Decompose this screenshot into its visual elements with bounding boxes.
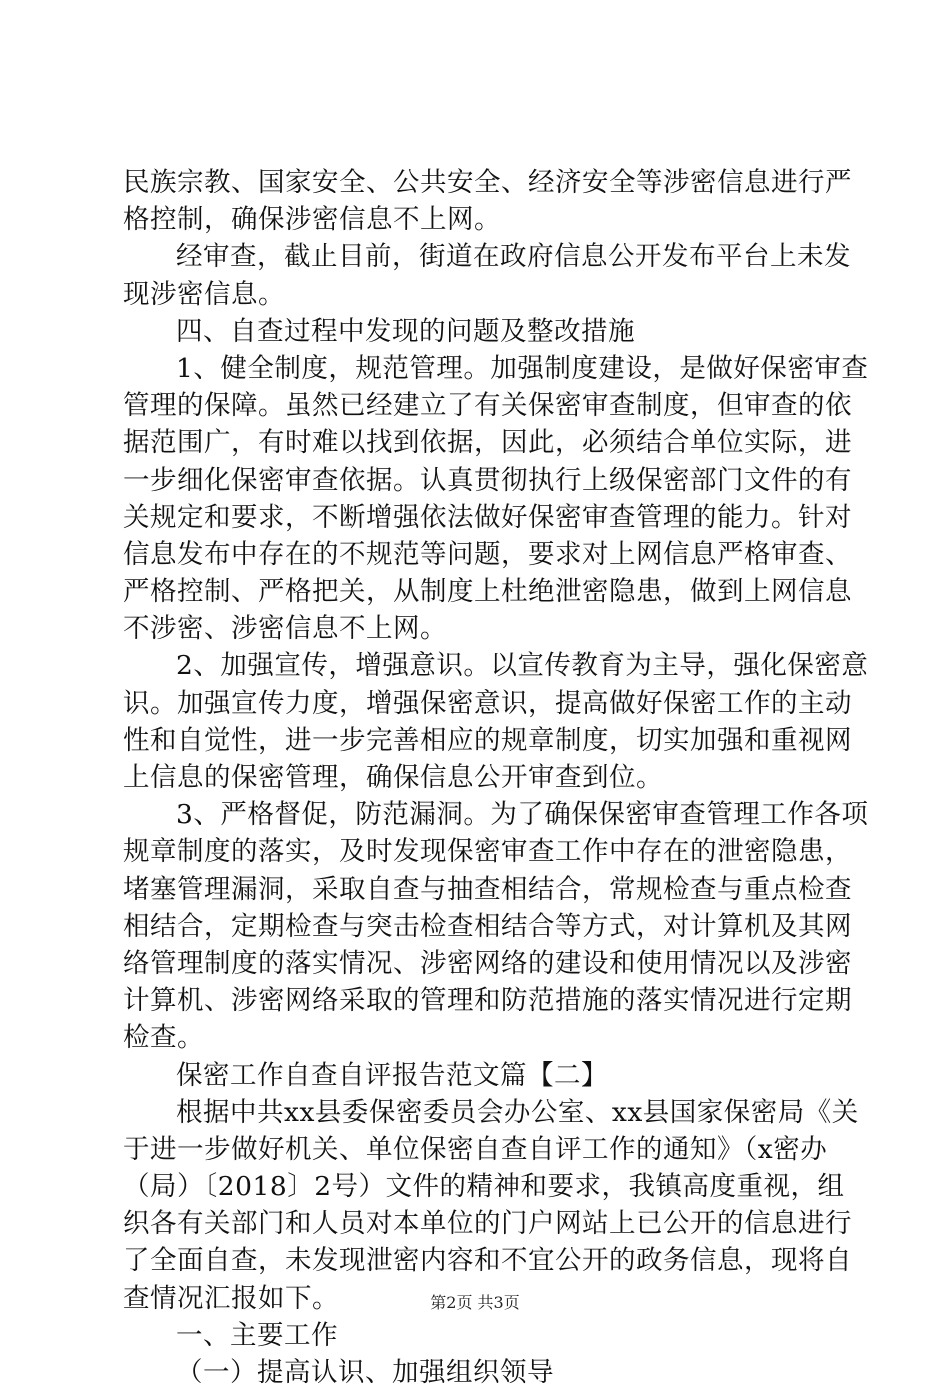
text-line: （局）〔2018〕2号）文件的精神和要求，我镇高度重视，组 [123, 1171, 845, 1203]
text-line: 相结合，定期检查与突击检查相结合等方式，对计算机及其网 [123, 910, 852, 942]
text-line: 现涉密信息。 [123, 278, 285, 310]
text-line: 民族宗教、国家安全、公共安全、经济安全等涉密信息进行严 [123, 167, 852, 198]
page-footer: 第2页 共3页 [430, 1293, 520, 1312]
text-line: 一步细化保密审查依据。认真贯彻执行上级保密部门文件的有 [123, 464, 852, 496]
text-line: 堵塞管理漏洞，采取自查与抽查相结合，常规检查与重点检查 [123, 873, 852, 905]
text-line: 信息发布中存在的不规范等问题，要求对上网信息严格审查、 [123, 538, 852, 570]
text-line: 严格控制、严格把关，从制度上杜绝泄密隐患，做到上网信息 [123, 576, 852, 608]
text-line: 规章制度的落实，及时发现保密审查工作中存在的泄密隐患， [123, 836, 852, 868]
text-line: 检查。 [123, 1022, 204, 1054]
text-line: 格控制，确保涉密信息不上网。 [123, 204, 501, 236]
text-line: 1、健全制度，规范管理。加强制度建设，是做好保密审查 [176, 352, 869, 384]
text-line: 不涉密、涉密信息不上网。 [123, 613, 447, 645]
text-line: 络管理制度的落实情况、涉密网络的建设和使用情况以及涉密 [123, 947, 852, 979]
text-line: 织各有关部门和人员对本单位的门户网站上已公开的信息进行 [123, 1208, 852, 1240]
text-line: （一）提高认识、加强组织领导 [176, 1357, 554, 1388]
text-line: 保密工作自查自评报告范文篇【二】 [176, 1059, 608, 1091]
text-line: 四、自查过程中发现的问题及整改措施 [176, 315, 635, 347]
text-line: 于进一步做好机关、单位保密自查自评工作的通知》（x密办 [123, 1133, 828, 1165]
text-line: 计算机、涉密网络采取的管理和防范措施的落实情况进行定期 [123, 985, 852, 1017]
document-body [123, 164, 869, 1391]
text-line: 经审查，截止目前，街道在政府信息公开发布平台上未发 [176, 241, 851, 273]
text-line: 上信息的保密管理，确保信息公开审查到位。 [123, 762, 663, 793]
text-line: 查情况汇报如下。 [123, 1282, 339, 1314]
text-line: 识。加强宣传力度，增强保密意识，提高做好保密工作的主动 [123, 687, 852, 719]
text-line: 性和自觉性，进一步完善相应的规章制度，切实加强和重视网 [123, 724, 852, 756]
text-line: 关规定和要求，不断增强依法做好保密审查管理的能力。针对 [123, 501, 852, 533]
text-line: 一、主要工作 [176, 1319, 338, 1351]
text-line: 据范围广，有时难以找到依据，因此，必须结合单位实际，进 [123, 427, 852, 459]
text-line: 根据中共xx县委保密委员会办公室、xx县国家保密局《关 [176, 1096, 859, 1128]
text-line: 2、加强宣传，增强意识。以宣传教育为主导，强化保密意 [176, 650, 869, 682]
text-line: 3、严格督促，防范漏洞。为了确保保密审查管理工作各项 [176, 799, 869, 831]
text-line: 了全面自查，未发现泄密内容和不宜公开的政务信息，现将自 [123, 1245, 852, 1277]
text-line: 管理的保障。虽然已经建立了有关保密审查制度，但审查的依 [123, 390, 852, 422]
